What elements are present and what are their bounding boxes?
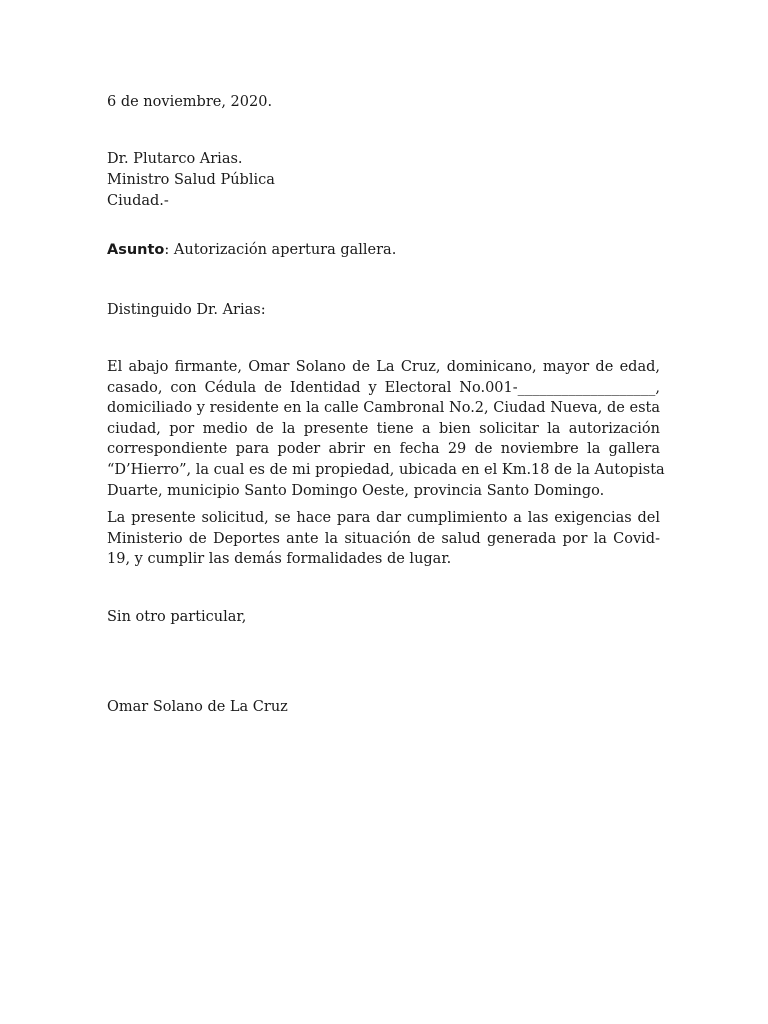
recipient-city: Ciudad.- (107, 193, 169, 209)
recipient-title: Ministro Salud Pública (107, 172, 275, 188)
paragraph-line: casado, con Cédula de Identidad y Electoral No.001-___________________, (107, 379, 660, 396)
subject-text: : Autorización apertura gallera. (164, 242, 397, 258)
paragraph-line: Duarte, municipio Santo Domingo Oeste, provincia Santo Domingo. (107, 482, 605, 499)
subject-label: Asunto (107, 242, 165, 258)
paragraph-line: ciudad, por medio de la presente tiene a bien solicitar la autorización (107, 420, 660, 437)
paragraph-line: Ministerio de Deportes ante la situación de salud generada por la Covid- (107, 530, 660, 547)
letter-date: 6 de noviembre, 2020. (107, 94, 273, 110)
signature-name: Omar Solano de La Cruz (107, 699, 288, 715)
greeting: Distinguido Dr. Arias: (107, 302, 266, 318)
recipient-name: Dr. Plutarco Arias. (107, 151, 243, 167)
paragraph-line: correspondiente para poder abrir en fecha 29 de noviembre la gallera (107, 441, 660, 458)
recipient-block (107, 149, 275, 212)
paragraph-line: La presente solicitud, se hace para dar cumplimiento a las exigencias del (107, 510, 660, 526)
paragraph-line: 19, y cumplir las demás formalidades de lugar. (107, 551, 452, 568)
paragraph-line: El abajo firmante, Omar Solano de La Cruz, dominicano, mayor de edad, (107, 359, 660, 375)
body-paragraph-1 (107, 357, 665, 501)
paragraph-line: “D’Hierro”, la cual es de mi propiedad, ubicada en el Km.18 de la Autopista (107, 461, 665, 478)
paragraph-line: domiciliado y residente en la calle Cambronal No.2, Ciudad Nueva, de esta (107, 400, 660, 417)
closing: Sin otro particular, (107, 609, 247, 625)
body-paragraph-2 (107, 508, 660, 570)
subject-line (107, 240, 396, 261)
